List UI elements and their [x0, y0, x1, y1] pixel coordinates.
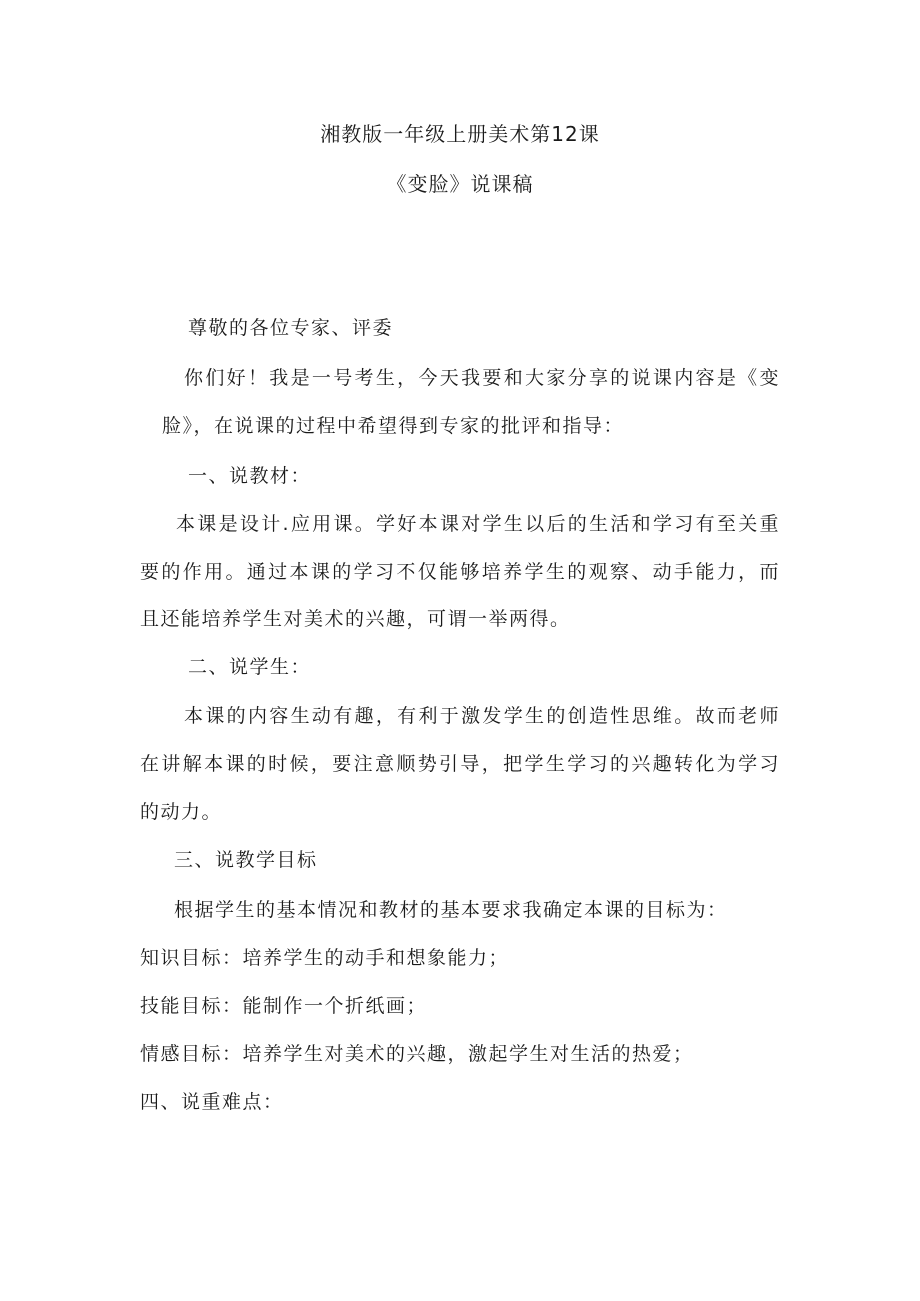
document-subtitle: 《变脸》说课稿 [386, 172, 534, 196]
paragraph-line: 根据学生的基本情况和教材的基本要求我确定本课的目标为： [174, 899, 728, 921]
skill-goal: 技能目标：能制作一个折纸画； [140, 995, 428, 1017]
paragraph-line: 的动力。 [140, 801, 223, 823]
section-heading-1: 一、说教材： [188, 465, 312, 487]
paragraph-line: 要的作用。通过本课的学习不仅能够培养学生的观察、动手能力，而 [140, 561, 780, 583]
paragraph-line: 且还能培养学生对美术的兴趣，可谓一举两得。 [140, 608, 571, 630]
paragraph-line: 在讲解本课的时候，要注意顺势引导，把学生学习的兴趣转化为学习 [140, 753, 780, 775]
knowledge-goal: 知识目标：培养学生的动手和想象能力； [140, 947, 510, 969]
emotion-goal: 情感目标：培养学生对美术的兴趣，激起学生对生活的热爱； [140, 1043, 694, 1065]
greeting-line: 尊敬的各位专家、评委 [188, 317, 394, 339]
paragraph-line: 本课是设计.应用课。学好本课对学生以后的生活和学习有至关重 [176, 513, 780, 535]
section-heading-2: 二、说学生： [188, 656, 312, 678]
section-heading-3: 三、说教学目标 [174, 849, 318, 871]
document-title: 湘教版一年级上册美术第12课 [320, 122, 600, 146]
intro-line-2: 脸》，在说课的过程中希望得到专家的批评和指导： [162, 415, 625, 437]
paragraph-line: 本课的内容生动有趣，有利于激发学生的创造性思维。故而老师 [184, 705, 780, 727]
intro-line-1: 你们好！我是一号考生，今天我要和大家分享的说课内容是《变 [184, 367, 780, 389]
section-heading-4: 四、说重难点： [140, 1091, 284, 1113]
